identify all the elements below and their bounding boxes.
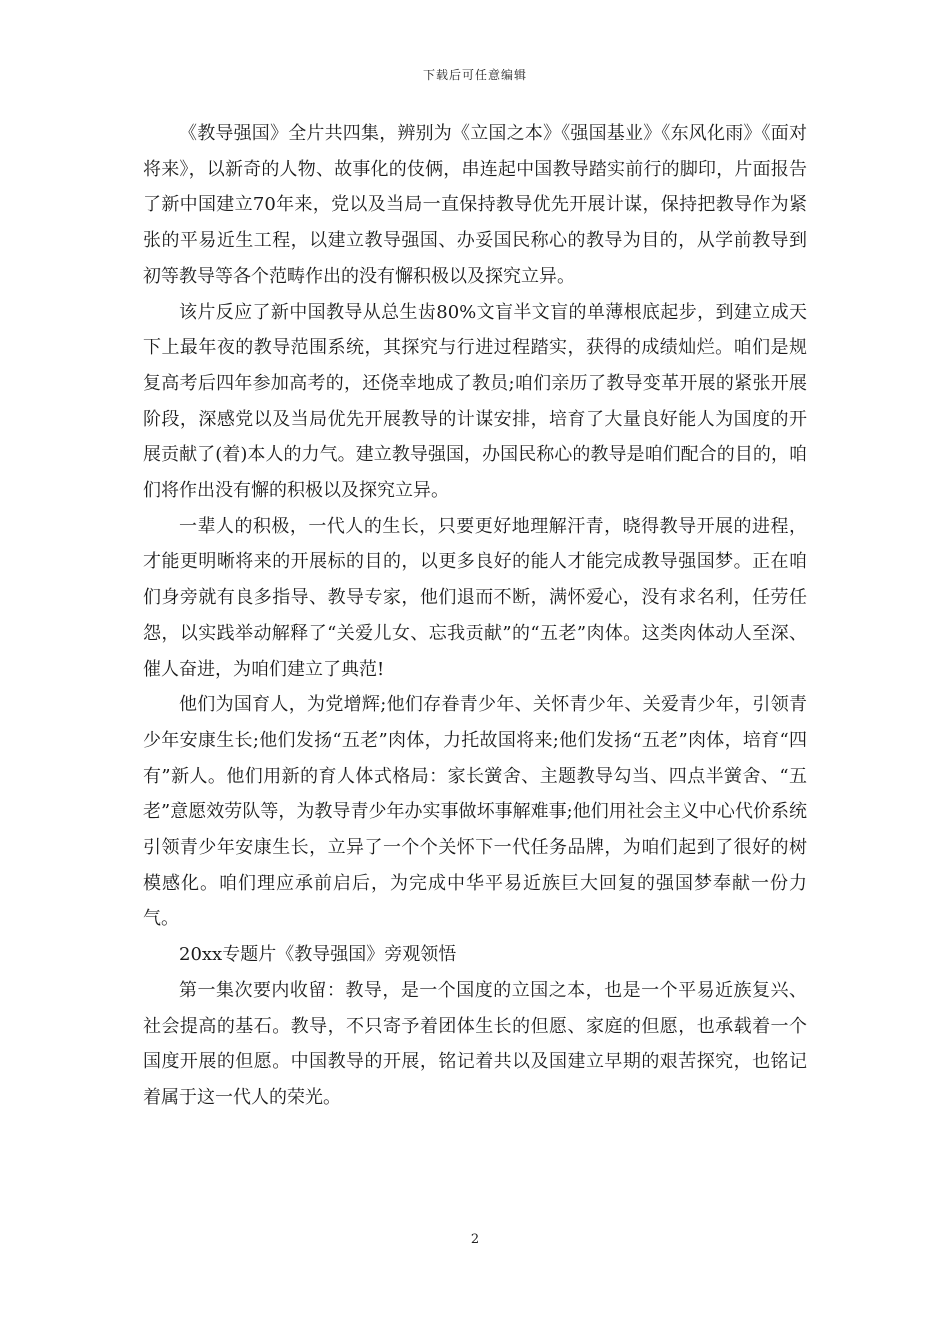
- section-heading: 20xx专题片《教导强国》旁观领悟: [179, 944, 457, 966]
- paragraph-2: 该片反应了新中国教导从总生齿80%文盲半文盲的单薄根底起步，到建立成天下上最年夜的教导范围系统，其探究与行进过程踏实，获得的成绩灿烂。咱们是规复高考后四年参加高考的，还侥幸地成了教员;咱们亲历了教导变革开展的紧张开展阶段，深感党以及当局优先开展教导的计谋安排，培育了大量良好能人为国度的开展贡献了(着)本人的力气。建立教导强国，办国民称心的教导是咱们配合的目的，咱们将作出没有懈的积极以及探究立异。: [143, 301, 807, 502]
- document-body: [143, 116, 807, 1116]
- paragraph-1: 《教导强国》全片共四集，辨别为《立国之本》《强国基业》《东风化雨》《面对将来》，以新奇的人物、故事化的伎俩，串连起中国教导踏实前行的脚印，片面报告了新中国建立70年来，党以及当局一直保持教导优先开展计谋，保持把教导作为紧张的平易近生工程，以建立教导强国、办妥国民称心的教导为目的，从学前教导到初等教导等各个范畴作出的没有懈积极以及探究立异。: [143, 123, 807, 287]
- page-header: 下载后可任意编辑: [422, 68, 527, 82]
- page-number: 2: [470, 1232, 480, 1247]
- paragraph-4: 他们为国育人，为党增辉;他们存眷青少年、关怀青少年、关爱青少年，引领青少年安康生长;他们发扬“五老”肉体，力托故国将来;他们发扬“五老”肉体，培育“四有”新人。他们用新的育人体式格局：家长黉舍、主题教导勾当、四点半黉舍、“五老”意愿效劳队等，为教导青少年办实事做坏事解难事;他们用社会主义中心代价系统引领青少年安康生长，立异了一个个关怀下一代任务品牌，为咱们起到了很好的树模感化。咱们理应承前启后，为完成中华平易近族巨大回复的强国梦奉献一份力气。: [143, 694, 807, 930]
- paragraph-5: 第一集次要内收留：教导，是一个国度的立国之本，也是一个平易近族复兴、社会提高的基石。教导，不只寄予着团体生长的但愿、家庭的但愿，也承载着一个国度开展的但愿。中国教导的开展，铭记着共以及国建立早期的艰苦探究，也铭记着属于这一代人的荣光。: [143, 979, 807, 1108]
- paragraph-3: 一辈人的积极，一代人的生长，只要更好地理解汗青，晓得教导开展的进程，才能更明晰将来的开展标的目的，以更多良好的能人才能完成教导强国梦。正在咱们身旁就有良多指导、教导专家，他们退而不断，满怀爱心，没有求名利，任劳任怨，以实践举动解释了“关爱儿女、忘我贡献”的“五老”肉体。这类肉体动人至深、催人奋进，为咱们建立了典范!: [143, 515, 807, 680]
